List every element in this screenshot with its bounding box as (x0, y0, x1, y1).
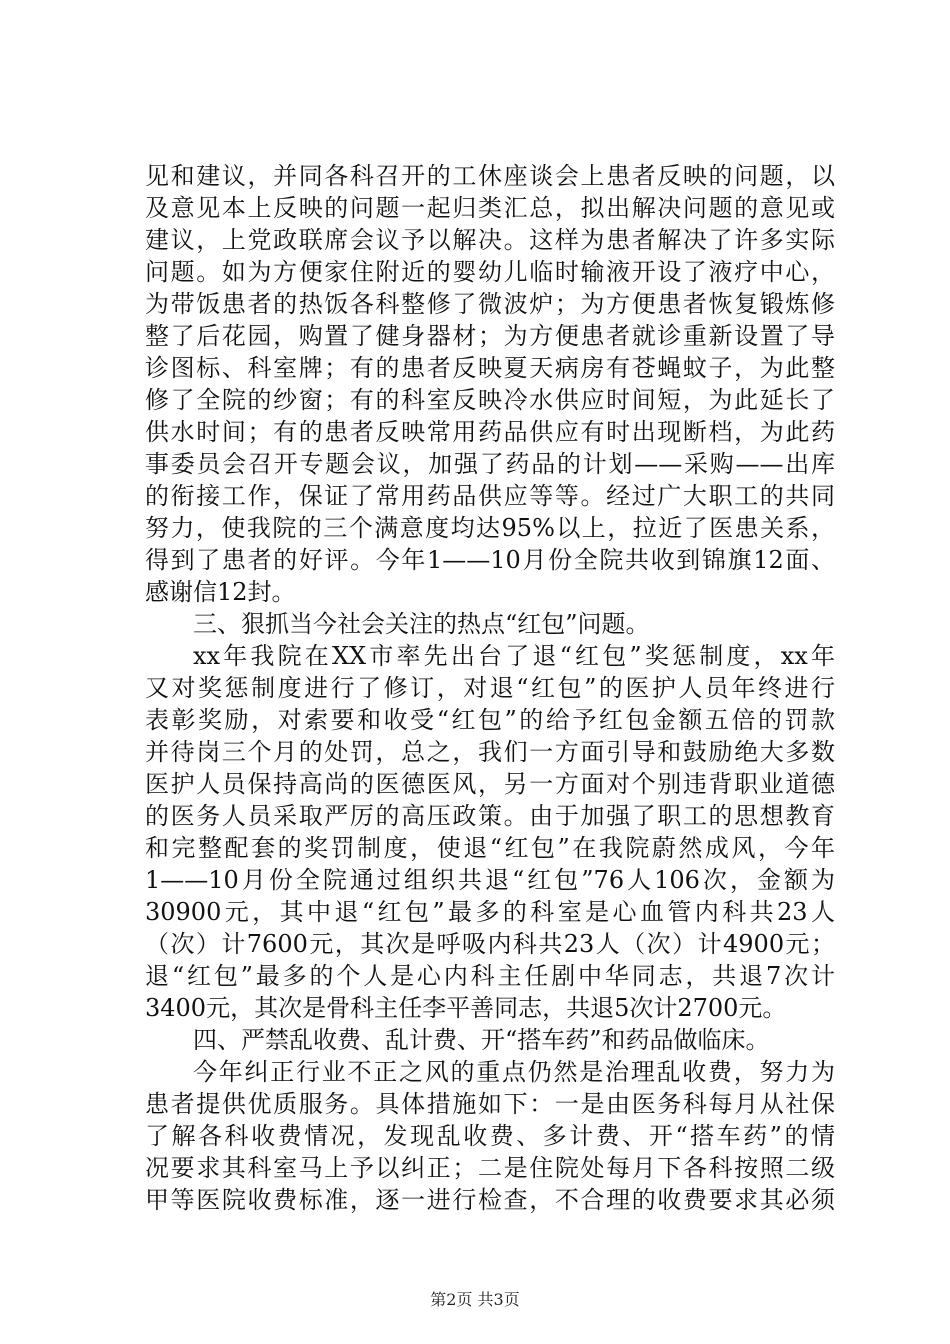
text-line: 退“红包”最多的个人是心内科主任剧中华同志，共退7次计 (145, 962, 835, 990)
text-line: 见和建议，并同各科召开的工休座谈会上患者反映的问题，以 (145, 162, 835, 190)
text-line: 得到了患者的好评。今年1——10月份全院共收到锦旗12面、 (145, 546, 835, 574)
text-line: 修了全院的纱窗；有的科室反映冷水供应时间短，为此延长了 (145, 386, 835, 414)
text-line: 整了后花园，购置了健身器材；为方便患者就诊重新设置了导 (145, 322, 835, 350)
text-line: 1——10月份全院通过组织共退“红包”76人106次，金额为 (145, 866, 835, 894)
page-number-footer: 第2页 共3页 (430, 1290, 520, 1309)
text-line: 及意见本上反映的问题一起归类汇总，拟出解决问题的意见或 (145, 194, 835, 222)
text-line: 30900元，其中退“红包”最多的科室是心血管内科共23人 (145, 898, 835, 926)
text-line: 问题。如为方便家住附近的婴幼儿临时输液开设了液疗中心， (145, 258, 835, 286)
text-line: 今年纠正行业不正之风的重点仍然是治理乱收费，努力为 (193, 1058, 835, 1086)
text-line: 3400元，其次是骨科主任李平善同志，共退5次计2700元。 (145, 994, 787, 1022)
section-heading: 三、狠抓当今社会关注的热点“红包”问题。 (193, 610, 650, 638)
text-line: 医护人员保持高尚的医德医风，另一方面对个别违背职业道德 (145, 770, 835, 798)
text-line: 况要求其科室马上予以纠正；二是住院处每月下各科按照二级 (145, 1154, 835, 1182)
text-line: 事委员会召开专题会议，加强了药品的计划——采购——出库 (145, 450, 835, 478)
text-line: 感谢信12封。 (145, 578, 296, 606)
document-body (145, 160, 835, 1216)
text-line: 和完整配套的奖罚制度，使退“红包”在我院蔚然成风，今年 (145, 834, 835, 862)
text-line: 表彰奖励，对索要和收受“红包”的给予红包金额五倍的罚款 (145, 706, 835, 734)
text-line: xx年我院在XX市率先出台了退“红包”奖惩制度，xx年 (193, 642, 835, 670)
text-line: 又对奖惩制度进行了修订，对退“红包”的医护人员年终进行 (145, 674, 835, 702)
text-line: 并待岗三个月的处罚，总之，我们一方面引导和鼓励绝大多数 (145, 738, 835, 766)
text-line: 诊图标、科室牌；有的患者反映夏天病房有苍蝇蚊子，为此整 (145, 354, 835, 382)
text-line: 为带饭患者的热饭各科整修了微波炉；为方便患者恢复锻炼修 (145, 290, 835, 318)
text-line: 了解各科收费情况，发现乱收费、多计费、开“搭车药”的情 (145, 1122, 835, 1150)
text-line: 建议，上党政联席会议予以解决。这样为患者解决了许多实际 (145, 226, 835, 254)
text-line: 患者提供优质服务。具体措施如下：一是由医务科每月从社保 (145, 1090, 835, 1118)
section-heading: 四、严禁乱收费、乱计费、开“搭车药”和药品做临床。 (193, 1026, 770, 1054)
text-line: （次）计7600元，其次是呼吸内科共23人（次）计4900元； (145, 930, 835, 958)
text-line: 甲等医院收费标准，逐一进行检查，不合理的收费要求其必须 (145, 1186, 835, 1214)
text-line: 的衔接工作，保证了常用药品供应等等。经过广大职工的共同 (145, 482, 835, 510)
text-line: 努力，使我院的三个满意度均达95%以上，拉近了医患关系， (145, 514, 835, 542)
text-line: 的医务人员采取严厉的高压政策。由于加强了职工的思想教育 (145, 802, 835, 830)
text-line: 供水时间；有的患者反映常用药品供应有时出现断档，为此药 (145, 418, 835, 446)
